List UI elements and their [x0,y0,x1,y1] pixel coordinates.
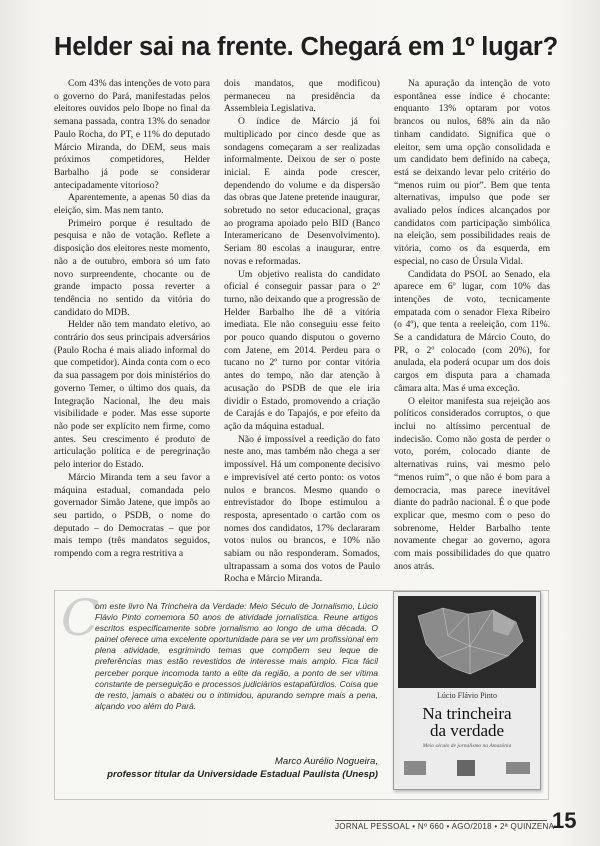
book-ad-box [54,590,549,800]
book-title [394,705,540,739]
paragraph: Primeiro porque é resultado de pesquisa e não de votação. Reflete a disposição dos eleitores neste momento, não a de outubro, embora só um fato novo surpreendente, chocante ou de grande impacto possa reverter a tendência no sentido da vitória do candidato do MDB. [54,217,210,318]
book-title-reference: Na Trincheira da Verdade: Meio Século de Jornalismo [146,601,353,611]
book-cover [393,591,541,790]
book-subtitle: Meio século de jornalismo na Amazônia [422,743,512,749]
publisher-logo [506,762,530,774]
footer-rule [335,820,547,821]
paragraph: O eleitor manifesta sua rejeição aos políticos considerados corruptos, o que inclui no altíssimo percentual de indecisão. Como não gosta de perder o voto, porém, colocado diante de alternativas ruins, vai mesmo pelo “menos ruim”, o que não é bom para a democracia, mas parece inevitável diante do padrão nacional. É o que pode explicar que, mesmo com o peso do sobrenome, Helder Barbalho tente novamente chegar ao governo, agora com mais possibilidades do que quatro anos atrás. [394,395,550,572]
page-number: 15 [552,808,577,833]
book-title-line-1: Na trincheira [422,704,512,723]
signature-title: professor titular da Universidade Estadual Paulista (Unesp) [107,769,378,780]
paragraph: Na apuração da intenção de voto espontânea esse índice é chocante: enquanto 13% optaram por votos brancos ou nulos, 68% ain da não tinham candidato. Significa que o eleitor, sem uma opção consolidada e um candidato bem definido na cabeça, está se deixando levar pelo critério do “menos ruim ou pior”. Bem que tenta alternativas, impulso que pode ser avaliado pelos índices alcançados por candidatos com participação simbólica na eleição, sem possibilidades reais de vitória, como os da esquerda, em especial, no caso de Úrsula Vidal. [394,78,550,267]
paragraph: Não é impossível a reedição do fato neste ano, mas também não chega a ser impossível. Há um componente decisivo e imprevisível até certo ponto: os votos nulos e brancos. Mesmo quando o entrevistador do Ibope estimulou a resposta, apresentado o cartão com os nomes dos candidatos, 17% declararam votos nulos ou brancos, e 10% não sabiam ou não responderam. Somados, ultrapassam a soma dos votos de Paulo Rocha e Márcio Miranda. [224,433,380,585]
paragraph: O índice de Márcio já foi multiplicado por cinco desde que as sondagens começaram a ser realizadas informalmente. Deixou de ser o poste inicial. E ainda pode crescer, dependendo do volume e da dispersão das obras que Jatene pretende inaugurar, sobretudo no setor educacional, graças ao programa apoiado pelo BID (Banco Interamericano de Desenvolvimento). Seriam 80 escolas a inaugurar, entre novas e reformadas. [224,116,380,267]
paragraph: Candidata do PSOL ao Senado, ela aparece em 6º lugar, com 10% das intenções de voto, tecnicamente empatada com o senador Flexa Ribeiro (o 4º), que tenta a reeleição, com 11%. Se a candidatura de Márcio Couto, do PR, o 2º colocado (com 20%), for anulada, ela poderá ocupar um dos dois cargos em disputa para a chamada câmara alta. Mas é uma exceção. [394,268,550,394]
review-text-start: om este livro [95,601,147,611]
publisher-logo [457,760,475,776]
paragraph: Um objetivo realista do candidato oficial é conseguir passar para o 2º turno, não deixando que a progressão de Helder Barbalho lhe dê a vitória imediata. Ele não conseguiu esse feito por pouco quando disputou o governo com Jatene, em 2014. Perdeu para o tucano no 2º turno por contar vitória antes do tempo, não dar atenção à acusação do PSDB de que ele iria dividir o Estado, promovendo a criação de Carajás e do Tapajós, e por efeito da ação da máquina estadual. [224,268,380,432]
article-headline: Helder sai na frente. Chegará em 1º lugar? [54,33,559,61]
book-author: Lúcio Flávio Pinto [437,691,497,700]
signature-name: Marco Aurélio Nogueira, [274,756,378,767]
article-column-1 [54,78,210,578]
article-column-3 [394,78,550,578]
review-signature [95,755,378,781]
paragraph: dois mandatos, que modificou) permaneceu na presidência da Assembleia Legislativa. [224,78,380,115]
publisher-logos [404,758,530,778]
paragraph: Helder não tem mandato eletivo, ao contrário dos seus principais adversários (Paulo Rocha é mais aliado informal do que competidor). Ainda conta com o eco da sua passagem por dois ministérios do governo Temer, o último dos quais, da Integração Nacional, lhe deu mais visibilidade e poder. Mas esse suporte não pode ser explícito nem firme, como antes. Seu crescimento é produto de articulação política e de peregrinação pelo interior do Estado. [54,319,210,471]
publisher-logo [404,761,426,775]
article-body [54,78,550,585]
book-review-text [95,601,378,712]
paragraph: Márcio Miranda tem a seu favor a máquina estadual, comandada pelo governador Simão Jatene, que impôs ao seu partido, o PSDB, o nome do deputado – do Democratas – que por mais tempo (três mandatos seguidos, rompendo com a regra restritiva a [54,471,210,560]
paragraph: Aparentemente, a apenas 50 dias da eleição, sim. Mas nem tanto. [54,192,210,217]
amazon-map-image [398,596,536,688]
drop-cap: C [61,589,100,647]
paragraph: Com 43% das intenções de voto para o governo do Pará, manifestadas pelos eleitores ouvidos pelo Ibope no final da semana passada, contra 13% do senador Paulo Rocha, do PT, e 11% do deputado Márcio Miranda, do DEM, seus mais próximos competidores, Helder Barbalho já pode se considerar antecipadamente vitorioso? [54,78,210,191]
map-graphic [398,596,536,688]
book-title-line-2: da verdade [429,721,505,740]
footer-publication-info: JORNAL PESSOAL • Nº 660 • AGO/2018 • 2ª QUINZENA [335,822,555,831]
review-text-body: , Lúcio Flávio Pinto comemora 50 anos de atividade jornalística. Reune artigos escritos especificamente sobre jornalismo ao longo de uma década. O painel oferece uma excelente oportunidade para se ver um profissional em plena atividade, esgrimindo temas que compõem seu leque de preferências mas estão revestidos de interesse mais amplo. Fica fácil perceber porque incomoda tanto a elite da região, a ponto de ser vítima constante de perseguição e processos judiciários estapafúrdios. Coisa que de resto, jamais o abateu ou o intimidou, apurando sempre mais a pena, alçando voo além do Pará. [95,601,378,711]
article-column-2 [224,78,380,585]
